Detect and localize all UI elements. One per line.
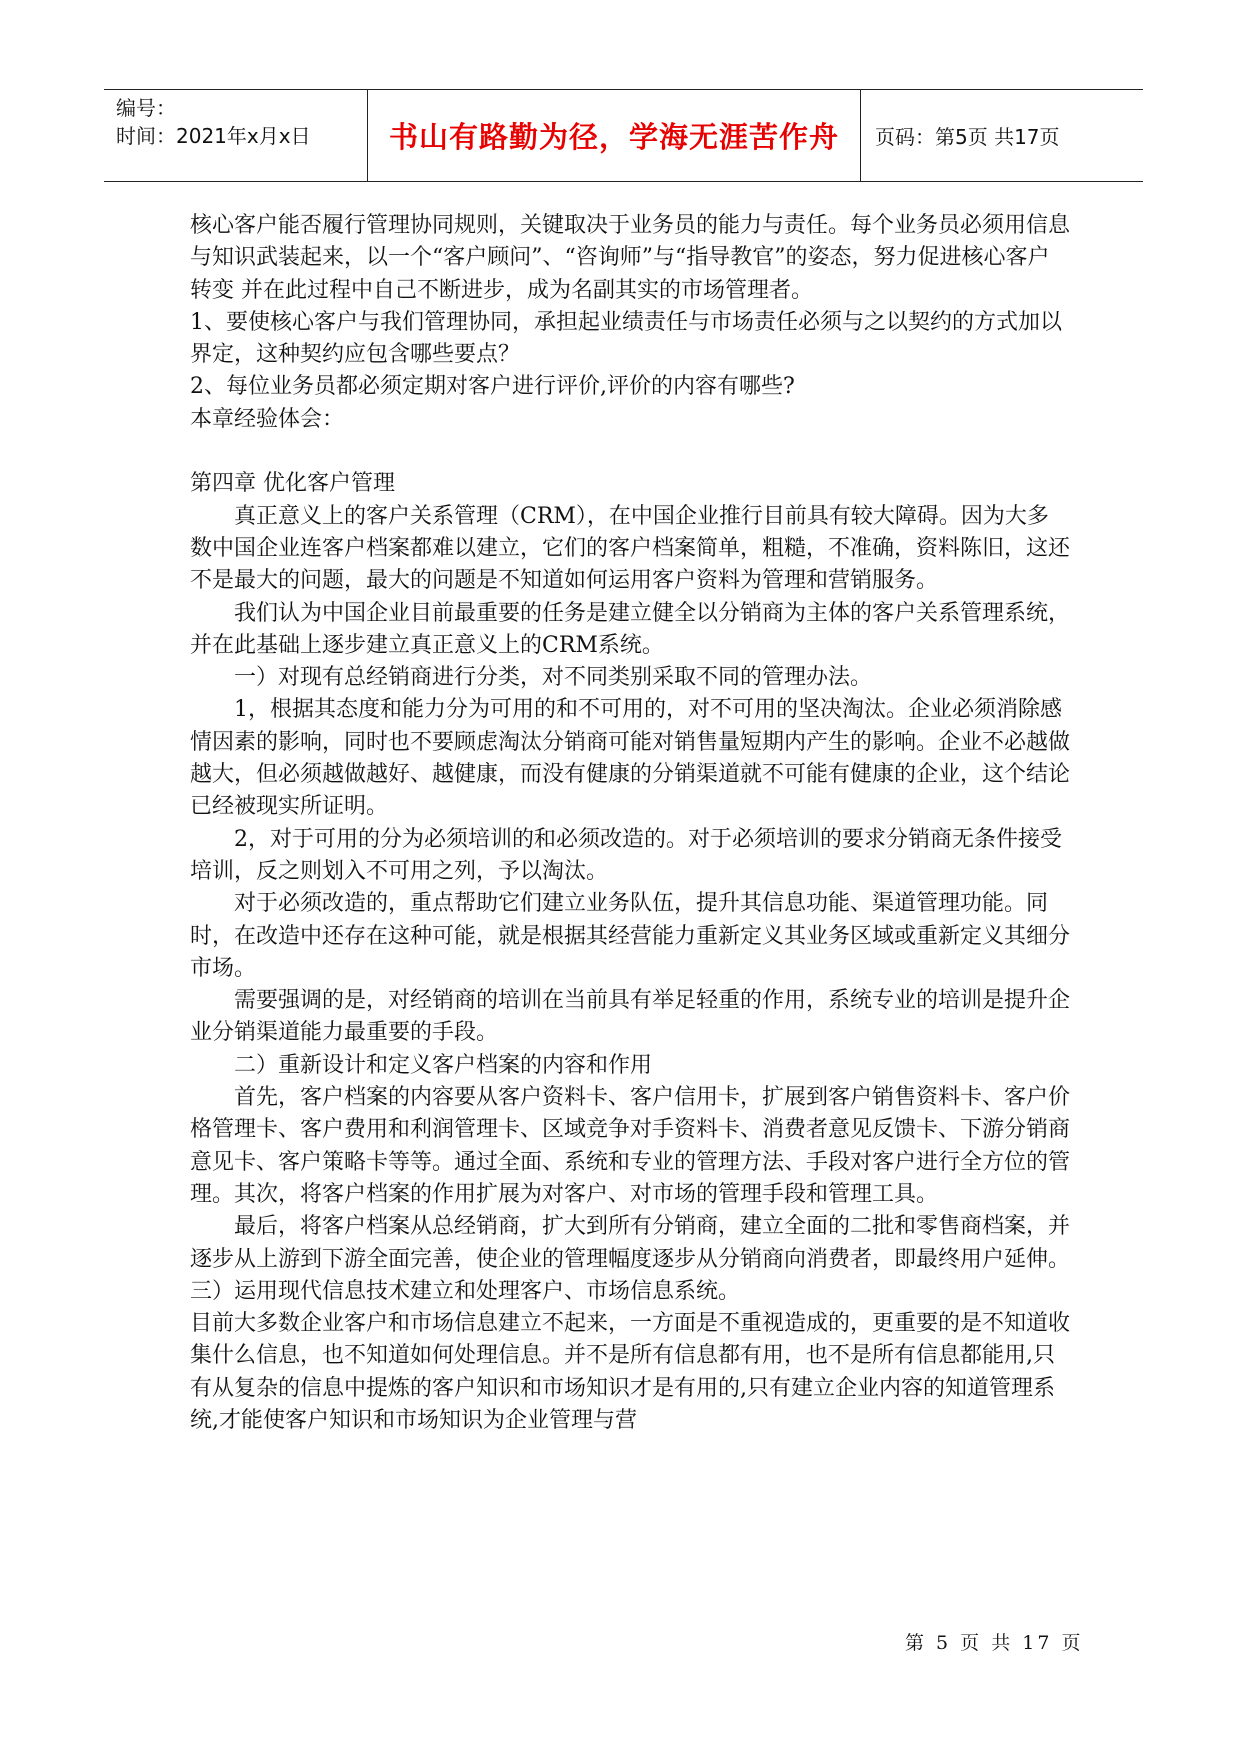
paragraph: 一）对现有总经销商进行分类，对不同类别采取不同的管理办法。	[234, 665, 873, 691]
paragraph: 三）运用现代信息技术建立和处理客户、市场信息系统。	[190, 1278, 741, 1304]
blank-line	[190, 436, 1070, 468]
paragraph: 对于必须改造的，重点帮助它们建立业务队伍，提升其信息功能、渠道管理功能。同时，在改造中还存在这种可能，就是根据其经营能力重新定义其业务区域或重新定义其细分市场。	[190, 891, 1071, 981]
number-label: 编号：	[116, 96, 176, 120]
paragraph: 第四章 优化客户管理	[190, 471, 395, 497]
paragraph: 需要强调的是，对经销商的培训在当前具有举足轻重的作用，系统专业的培训是提升企业分销渠道能力最重要的手段。	[190, 988, 1071, 1046]
motto-cell	[368, 90, 861, 181]
paragraph: 核心客户能否履行管理协同规则，关键取决于业务员的能力与责任。每个业务员必须用信息与知识武装起来，以一个“客户顾问”、“咨询师”与“指导教官”的姿态，努力促进核心客户转变 并在此过程中自己不断进步，成为名副其实的市场管理者。	[190, 213, 1071, 303]
paragraph: 1，根据其态度和能力分为可用的和不可用的，对不可用的坚决淘汰。企业必须消除感情因素的影响，同时也不要顾虑淘汰分销商可能对销售量短期内产生的影响。企业不必越做越大，但必须越做越好、越健康，而没有健康的分销渠道就不可能有健康的企业，这个结论已经被现实所证明。	[190, 697, 1071, 820]
paragraph: 真正意义上的客户关系管理（CRM），在中国企业推行目前具有较大障碍。因为大多数中国企业连客户档案都难以建立，它们的客户档案简单，粗糙，不准确，资料陈旧，这还不是最大的问题，最大的问题是不知道如何运用客户资料为管理和营销服务。	[190, 503, 1071, 594]
page-info-cell	[861, 90, 1143, 181]
paragraph: 2，对于可用的分为必须培训的和必须改造的。对于必须培训的要求分销商无条件接受培训，反之则划入不可用之列，予以淘汰。	[190, 826, 1062, 884]
paragraph: 最后，将客户档案从总经销商，扩大到所有分销商，建立全面的二批和零售商档案，并逐步从上游到下游全面完善，使企业的管理幅度逐步从分销商向消费者，即最终用户延伸。	[190, 1214, 1071, 1272]
paragraph: 目前大多数企业客户和市场信息建立不起来，一方面是不重视造成的，更重要的是不知道收集什么信息，也不知道如何处理信息。并不是所有信息都有用，也不是所有信息都能用,只有从复杂的信息中提炼的客户知识和市场知识才是有用的,只有建立企业内容的知道管理系统,才能使客户知识和市场知识为企业管理与营	[190, 1311, 1071, 1433]
time-label: 时间：2021年x月x日	[116, 124, 311, 148]
header-left-cell	[104, 90, 368, 181]
paragraph: 本章经验体会：	[190, 406, 345, 432]
motto-text: 书山有路勤为径，学海无涯苦作舟	[388, 120, 839, 154]
paragraph: 1、要使核心客户与我们管理协同，承担起业绩责任与市场责任必须与之以契约的方式加以界定，这种契约应包含哪些要点？	[190, 309, 1063, 368]
page-footer: 第 5 页 共 17 页	[905, 1632, 1084, 1654]
paragraph: 2、每位业务员都必须定期对客户进行评价,评价的内容有哪些?	[190, 374, 795, 400]
header-table	[104, 89, 1143, 182]
document-body	[190, 210, 1070, 1437]
paragraph: 二）重新设计和定义客户档案的内容和作用	[234, 1052, 653, 1078]
paragraph: 我们认为中国企业目前最重要的任务是建立健全以分销商为主体的客户关系管理系统，并在此基础上逐步建立真正意义上的CRM系统。	[190, 600, 1071, 658]
page-info: 页码：第5页 共17页	[875, 125, 1060, 149]
paragraph: 首先，客户档案的内容要从客户资料卡、客户信用卡，扩展到客户销售资料卡、客户价格管理卡、客户费用和利润管理卡、区域竞争对手资料卡、消费者意见反馈卡、下游分销商意见卡、客户策略卡等等。通过全面、系统和专业的管理方法、手段对客户进行全方位的管理。其次，将客户档案的作用扩展为对客户、对市场的管理手段和管理工具。	[190, 1085, 1071, 1207]
